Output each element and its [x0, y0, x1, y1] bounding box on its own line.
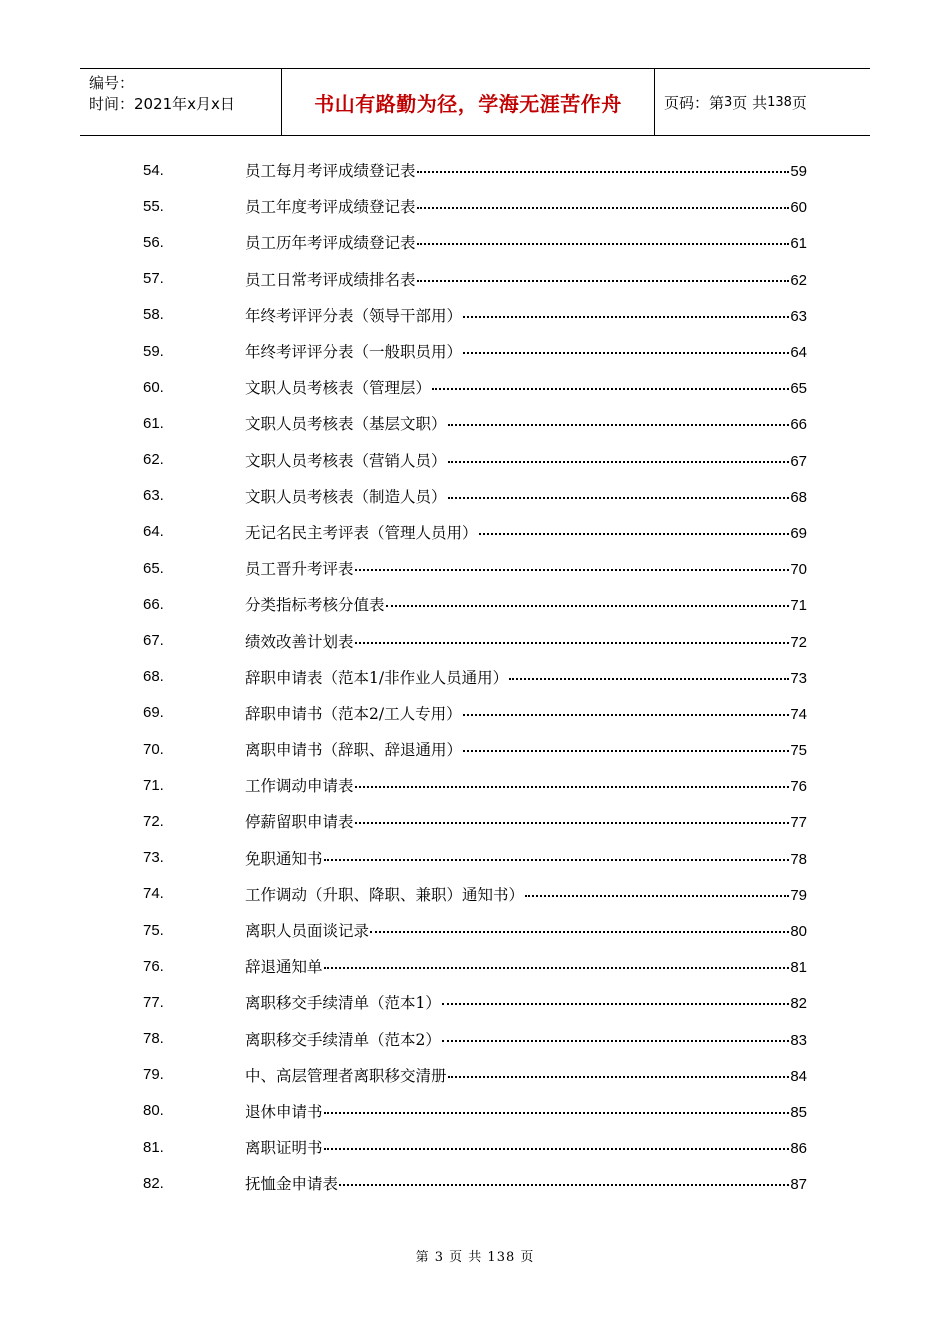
- toc-dot-leader: [386, 605, 790, 607]
- toc-entry[interactable]: [0, 442, 950, 478]
- toc-entry-line: [245, 1064, 807, 1086]
- toc-entry[interactable]: [0, 876, 950, 912]
- toc-entry[interactable]: [0, 1057, 950, 1093]
- toc-entry-number: 55.: [143, 197, 164, 215]
- toc-entry-page: 77: [790, 814, 807, 832]
- toc-entry-line: [245, 630, 807, 652]
- toc-dot-leader: [463, 750, 789, 752]
- toc-dot-leader: [432, 388, 789, 390]
- toc-entry-title: 工作调动申请表: [245, 777, 354, 796]
- toc-entry-title: 离职人员面谈记录: [245, 922, 370, 941]
- toc-entry-number: 65.: [143, 559, 164, 577]
- toc-entry[interactable]: [0, 550, 950, 586]
- toc-dot-leader: [448, 1076, 790, 1078]
- toc-entry-title: 离职证明书: [245, 1139, 323, 1158]
- toc-entry-page: 82: [790, 995, 807, 1013]
- toc-dot-leader: [355, 569, 790, 571]
- toc-entry-title: 文职人员考核表（营销人员）: [245, 451, 447, 470]
- toc-dot-leader: [324, 1148, 790, 1150]
- toc-entry-page: 70: [790, 561, 807, 579]
- toc-entry-page: 75: [790, 742, 807, 760]
- toc-entry-line: [245, 593, 807, 615]
- toc-entry[interactable]: [0, 1165, 950, 1201]
- toc-entry[interactable]: [0, 586, 950, 622]
- toc-entry[interactable]: [0, 1129, 950, 1165]
- toc-entry-line: [245, 340, 807, 362]
- toc-entry[interactable]: [0, 478, 950, 514]
- toc-entry-page: 74: [790, 705, 807, 723]
- toc-entry-title: 员工历年考评成绩登记表: [245, 234, 416, 253]
- toc-entry[interactable]: [0, 659, 950, 695]
- toc-dot-leader: [417, 207, 790, 209]
- page-header: [80, 68, 870, 136]
- toc-dot-leader: [442, 1003, 789, 1005]
- toc-entry-page: 83: [790, 1031, 807, 1049]
- toc-entry-number: 57.: [143, 270, 164, 288]
- toc-entry-page: 85: [790, 1103, 807, 1121]
- toc-entry-page: 81: [790, 959, 807, 977]
- toc-entry-number: 81.: [143, 1138, 164, 1156]
- toc-entry-page: 68: [790, 488, 807, 506]
- toc-entry[interactable]: [0, 731, 950, 767]
- toc-entry-page: 76: [790, 778, 807, 796]
- toc-dot-leader: [339, 1184, 789, 1186]
- toc-entry-line: [245, 1100, 807, 1122]
- toc-entry-number: 59.: [143, 342, 164, 360]
- toc-entry[interactable]: [0, 369, 950, 405]
- toc-entry[interactable]: [0, 405, 950, 441]
- toc-entry-page: 59: [790, 163, 807, 181]
- toc-entry-line: [245, 412, 807, 434]
- toc-entry-number: 67.: [143, 632, 164, 650]
- toc-entry-number: 72.: [143, 812, 164, 830]
- toc-entry[interactable]: [0, 333, 950, 369]
- toc-dot-leader: [448, 497, 790, 499]
- toc-entry-line: [245, 738, 807, 760]
- toc-entry-line: [245, 1028, 807, 1050]
- toc-entry-number: 80.: [143, 1102, 164, 1120]
- toc-entry-number: 63.: [143, 487, 164, 505]
- toc-entry[interactable]: [0, 803, 950, 839]
- toc-entry[interactable]: [0, 767, 950, 803]
- page-footer: 第 3 页 共 138 页: [415, 1250, 535, 1265]
- toc-entry-title: 离职申请书（辞职、辞退通用）: [245, 741, 463, 760]
- toc-entry-title: 年终考评评分表（领导干部用）: [245, 306, 463, 325]
- toc-entry[interactable]: [0, 1093, 950, 1129]
- table-of-contents: [0, 152, 950, 1201]
- toc-entry[interactable]: [0, 948, 950, 984]
- toc-entry-title: 免职通知书: [245, 849, 323, 868]
- toc-entry-line: [245, 304, 807, 326]
- page-total: 138: [767, 94, 792, 110]
- toc-entry-title: 辞退通知单: [245, 958, 323, 977]
- toc-dot-leader: [417, 171, 790, 173]
- toc-entry[interactable]: [0, 1021, 950, 1057]
- header-meta: [80, 69, 282, 135]
- toc-entry-line: [245, 810, 807, 832]
- toc-entry-number: 58.: [143, 306, 164, 324]
- toc-entry[interactable]: [0, 224, 950, 260]
- toc-entry-number: 62.: [143, 451, 164, 469]
- toc-entry-number: 56.: [143, 233, 164, 251]
- toc-entry-line: [245, 159, 807, 181]
- toc-entry-number: 77.: [143, 993, 164, 1011]
- toc-entry-title: 员工晋升考评表: [245, 560, 354, 579]
- toc-entry-page: 87: [790, 1176, 807, 1194]
- toc-entry-page: 78: [790, 850, 807, 868]
- header-motto: 书山有路勤为径，学海无涯苦作舟: [282, 69, 655, 135]
- toc-dot-leader: [355, 822, 790, 824]
- toc-entry-number: 64.: [143, 523, 164, 541]
- header-page-info: [655, 69, 870, 135]
- toc-entry-line: [245, 268, 807, 290]
- toc-entry-number: 61.: [143, 414, 164, 432]
- toc-entry-page: 80: [790, 923, 807, 941]
- toc-entry-title: 辞职申请书（范本2/工人专用）: [245, 704, 462, 723]
- toc-dot-leader: [370, 931, 789, 933]
- page-current: 3: [724, 94, 733, 110]
- toc-dot-leader: [463, 352, 789, 354]
- toc-entry[interactable]: [0, 912, 950, 948]
- toc-entry-number: 60.: [143, 378, 164, 396]
- toc-dot-leader: [324, 967, 790, 969]
- toc-entry-page: 67: [790, 452, 807, 470]
- toc-entry-title: 分类指标考核分值表: [245, 596, 385, 615]
- toc-dot-leader: [442, 1040, 789, 1042]
- toc-entry[interactable]: [0, 297, 950, 333]
- toc-entry[interactable]: [0, 514, 950, 550]
- toc-dot-leader: [448, 424, 790, 426]
- toc-entry-line: [245, 485, 807, 507]
- toc-entry-line: [245, 231, 807, 253]
- toc-entry-line: [245, 919, 807, 941]
- toc-entry-title: 员工日常考评成绩排名表: [245, 270, 416, 289]
- toc-entry-title: 离职移交手续清单（范本2）: [245, 1030, 441, 1049]
- toc-entry-title: 无记名民主考评表（管理人员用）: [245, 523, 478, 542]
- toc-dot-leader: [324, 1112, 790, 1114]
- toc-entry-number: 69.: [143, 704, 164, 722]
- toc-entry-line: [245, 449, 807, 471]
- toc-dot-leader: [324, 859, 790, 861]
- toc-entry-line: [245, 991, 807, 1013]
- toc-entry-line: [245, 376, 807, 398]
- toc-entry-number: 75.: [143, 921, 164, 939]
- toc-entry-title: 离职移交手续清单（范本1）: [245, 994, 441, 1013]
- toc-dot-leader: [355, 786, 790, 788]
- toc-entry-number: 74.: [143, 885, 164, 903]
- toc-entry-line: [245, 195, 807, 217]
- toc-entry-page: 64: [790, 344, 807, 362]
- toc-entry[interactable]: [0, 261, 950, 297]
- toc-entry-title: 辞职申请表（范本1/非作业人员通用）: [245, 668, 509, 687]
- toc-entry-page: 63: [790, 307, 807, 325]
- toc-entry-line: [245, 847, 807, 869]
- toc-entry-line: [245, 1136, 807, 1158]
- toc-entry-number: 73.: [143, 849, 164, 867]
- toc-entry-title: 文职人员考核表（基层文职）: [245, 415, 447, 434]
- toc-entry-title: 中、高层管理者离职移交清册: [245, 1066, 447, 1085]
- toc-dot-leader: [417, 243, 790, 245]
- toc-dot-leader: [463, 714, 790, 716]
- toc-entry-title: 工作调动（升职、降职、兼职）通知书）: [245, 885, 525, 904]
- toc-entry-number: 78.: [143, 1030, 164, 1048]
- toc-entry[interactable]: [0, 152, 950, 188]
- toc-entry-number: 79.: [143, 1066, 164, 1084]
- toc-entry-title: 文职人员考核表（制造人员）: [245, 487, 447, 506]
- page-prefix: 页码：第: [664, 93, 725, 112]
- toc-entry-page: 60: [790, 199, 807, 217]
- toc-dot-leader: [463, 316, 789, 318]
- toc-entry[interactable]: [0, 840, 950, 876]
- toc-dot-leader: [525, 895, 789, 897]
- toc-dot-leader: [509, 678, 789, 680]
- toc-entry-page: 71: [790, 597, 807, 615]
- toc-entry-page: 86: [790, 1140, 807, 1158]
- toc-entry-number: 76.: [143, 957, 164, 975]
- toc-entry-line: [245, 666, 807, 688]
- toc-dot-leader: [479, 533, 790, 535]
- page-suffix: 页: [791, 93, 807, 112]
- toc-entry-page: 61: [790, 235, 807, 253]
- toc-entry[interactable]: [0, 695, 950, 731]
- toc-entry-number: 71.: [143, 776, 164, 794]
- toc-dot-leader: [417, 280, 790, 282]
- toc-entry[interactable]: [0, 188, 950, 224]
- toc-entry-line: [245, 521, 807, 543]
- toc-entry-number: 54.: [143, 161, 164, 179]
- toc-entry-page: 65: [790, 380, 807, 398]
- toc-entry-page: 69: [790, 524, 807, 542]
- toc-entry-line: [245, 702, 807, 724]
- toc-entry-title: 员工每月考评成绩登记表: [245, 162, 416, 181]
- toc-entry-title: 停薪留职申请表: [245, 813, 354, 832]
- toc-entry[interactable]: [0, 622, 950, 658]
- toc-entry[interactable]: [0, 984, 950, 1020]
- toc-entry-title: 年终考评评分表（一般职员用）: [245, 343, 463, 362]
- toc-dot-leader: [355, 642, 790, 644]
- toc-entry-page: 73: [790, 669, 807, 687]
- toc-entry-page: 79: [790, 886, 807, 904]
- toc-entry-page: 72: [790, 633, 807, 651]
- toc-entry-line: [245, 1172, 807, 1194]
- number-label: 编号：: [89, 74, 135, 92]
- toc-entry-number: 66.: [143, 595, 164, 613]
- time-label: 时间：2021年x月x日: [89, 95, 235, 113]
- toc-entry-title: 绩效改善计划表: [245, 632, 354, 651]
- toc-entry-title: 抚恤金申请表: [245, 1175, 339, 1194]
- toc-entry-line: [245, 557, 807, 579]
- toc-dot-leader: [448, 461, 790, 463]
- toc-entry-title: 员工年度考评成绩登记表: [245, 198, 416, 217]
- page-mid: 页 共: [732, 93, 768, 112]
- toc-entry-number: 68.: [143, 668, 164, 686]
- toc-entry-number: 70.: [143, 740, 164, 758]
- toc-entry-line: [245, 883, 807, 905]
- toc-entry-title: 退休申请书: [245, 1102, 323, 1121]
- toc-entry-line: [245, 774, 807, 796]
- toc-entry-line: [245, 955, 807, 977]
- toc-entry-page: 62: [790, 271, 807, 289]
- toc-entry-number: 82.: [143, 1174, 164, 1192]
- toc-entry-page: 84: [790, 1067, 807, 1085]
- toc-entry-title: 文职人员考核表（管理层）: [245, 379, 432, 398]
- toc-entry-page: 66: [790, 416, 807, 434]
